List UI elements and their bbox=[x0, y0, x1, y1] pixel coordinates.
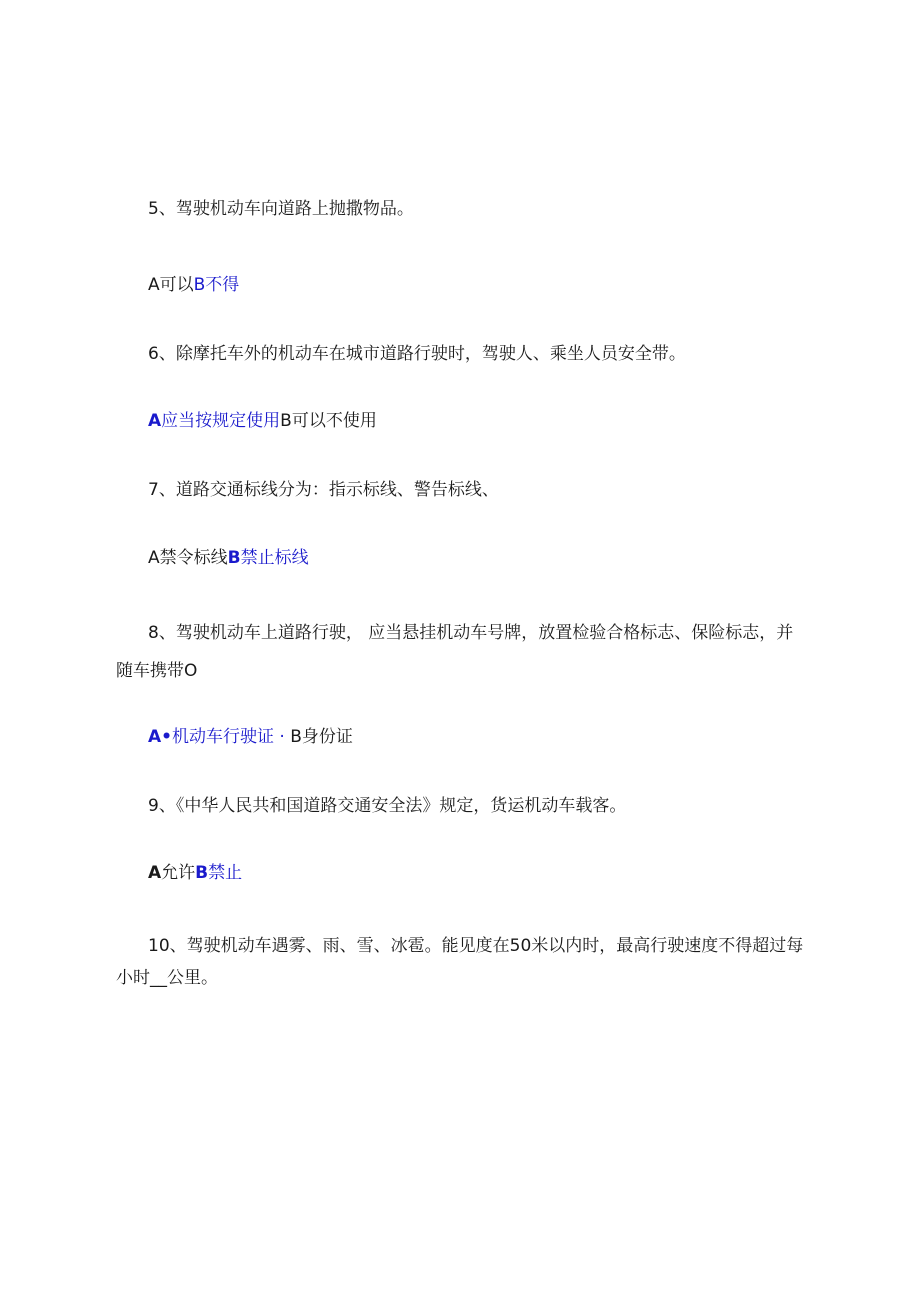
answer-7 bbox=[148, 547, 309, 569]
question-8-line-2: 随车携带O bbox=[116, 661, 198, 681]
answer-7-option-a: A禁令标线 bbox=[148, 548, 228, 568]
answer-9-option-a: 允许 bbox=[161, 863, 196, 883]
question-10-line-1: 10、驾驶机动车遇雾、雨、雪、冰雹。能见度在50米以内时，最高行驶速度不得超过每 bbox=[148, 936, 804, 956]
answer-7-option-b-letter: B bbox=[227, 548, 241, 568]
answer-8-option-a-letter: A• bbox=[148, 727, 173, 747]
question-9: 9、《中华人民共和国道路交通安全法》规定，货运机动车载客。 bbox=[148, 796, 627, 816]
answer-5-option-a: A可以 bbox=[148, 275, 194, 295]
answer-9-option-b-letter: B bbox=[195, 863, 209, 883]
answer-6-option-b: B可以不使用 bbox=[280, 411, 377, 431]
answer-8 bbox=[148, 726, 353, 748]
question-10-line-2: 小时__公里。 bbox=[116, 968, 218, 988]
answer-6-option-a-letter: A bbox=[148, 411, 162, 431]
answer-7-option-b: 禁止标线 bbox=[240, 548, 309, 568]
question-6: 6、除摩托车外的机动车在城市道路行驶时，驾驶人、乘坐人员安全带。 bbox=[148, 344, 686, 364]
question-8-line-1: 8、驾驶机动车上道路行驶， 应当悬挂机动车号牌，放置检验合格标志、保险标志，并 bbox=[148, 623, 794, 643]
answer-9-option-b: 禁止 bbox=[208, 863, 243, 883]
answer-9-option-a-letter: A bbox=[148, 863, 162, 883]
answer-9 bbox=[148, 862, 242, 884]
answer-6 bbox=[148, 410, 377, 432]
answer-6-option-a: 应当按规定使用 bbox=[161, 411, 281, 431]
question-5: 5、驾驶机动车向道路上抛撒物品。 bbox=[148, 199, 414, 219]
question-7: 7、道路交通标线分为：指示标线、警告标线、 bbox=[148, 480, 499, 500]
answer-8-option-b: B身份证 bbox=[290, 727, 353, 747]
answer-8-option-a: 机动车行驶证 · bbox=[172, 727, 291, 747]
answer-5-option-b: B不得 bbox=[193, 275, 240, 295]
answer-5 bbox=[148, 274, 239, 296]
